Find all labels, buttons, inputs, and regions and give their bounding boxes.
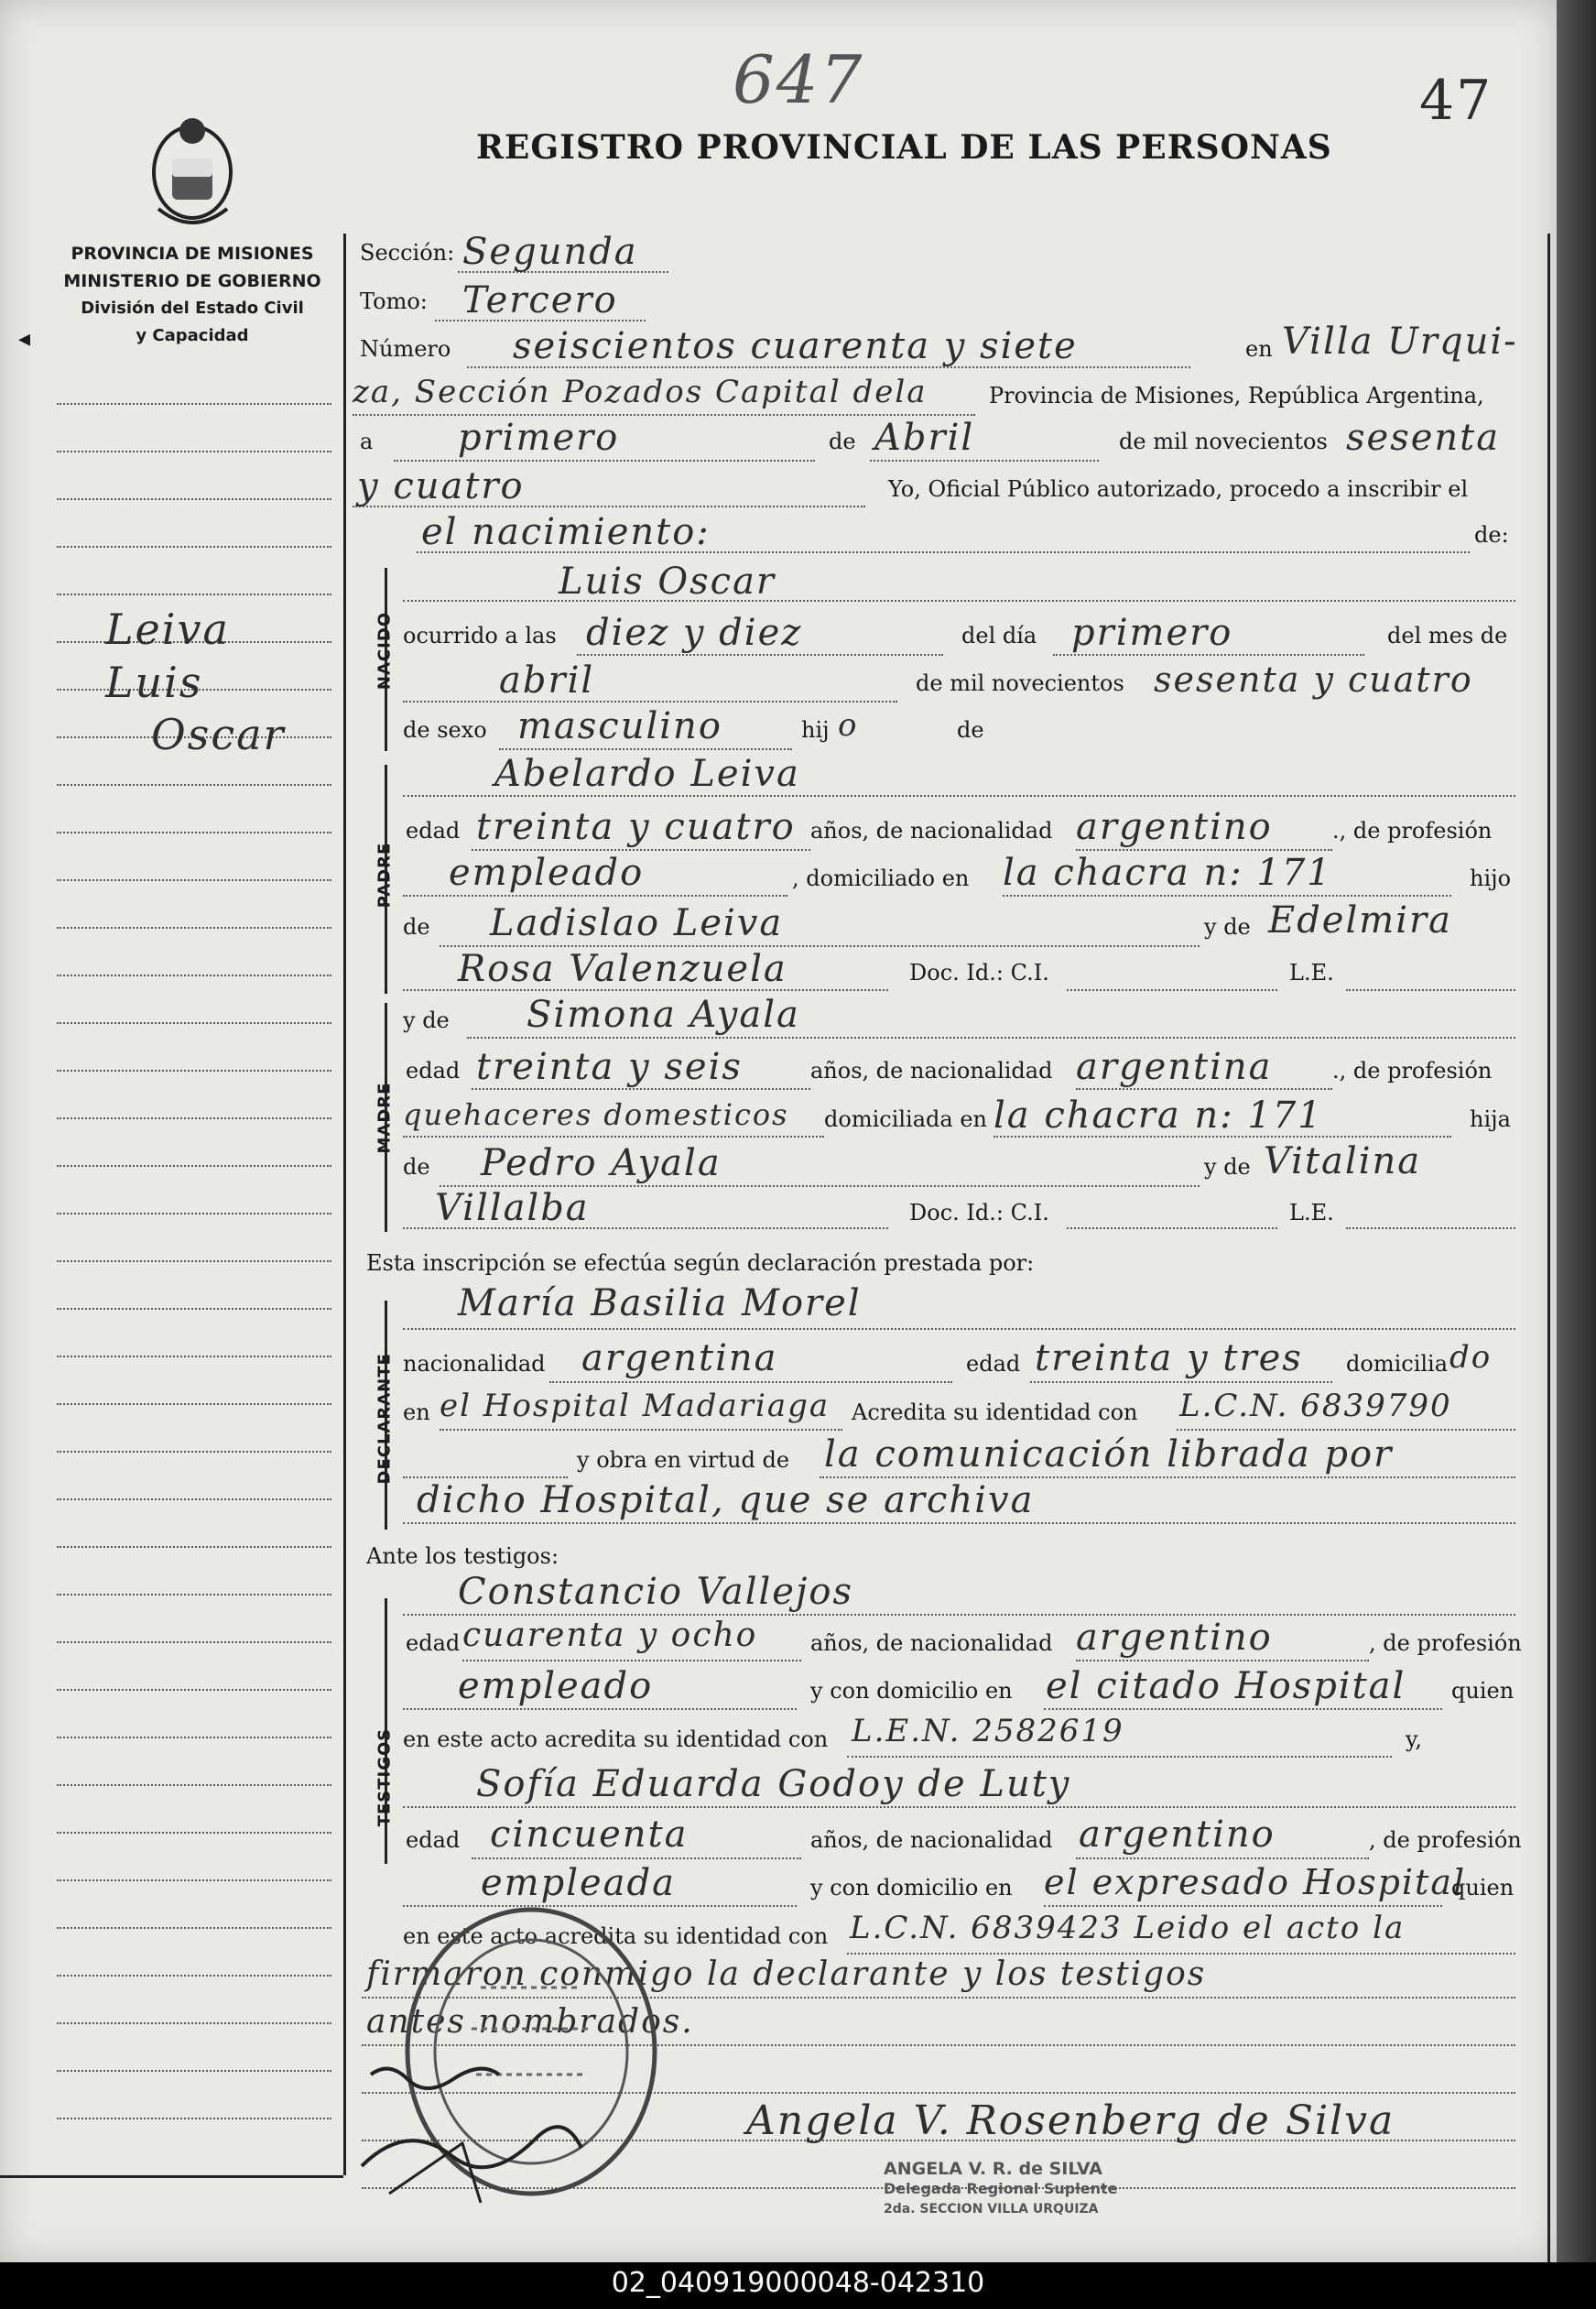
margin-divider: [343, 234, 346, 2175]
value-madre-dom: la chacra n: 171: [993, 1095, 1323, 1137]
label-de-mil: de mil novecientos: [1119, 429, 1328, 454]
margin-rule-line: [57, 451, 331, 452]
value-madre-nac: argentina: [1076, 1046, 1273, 1088]
value-testigo2-nac: argentino: [1079, 1813, 1276, 1856]
value-madre-edad: treinta y seis: [476, 1046, 743, 1088]
value-testigo1-prof: empleado: [458, 1665, 654, 1707]
value-padre-nombre: Abelardo Leiva: [494, 753, 800, 795]
label-edad-t1: edad: [406, 1630, 461, 1656]
margin-rule-line: [57, 1879, 331, 1881]
label-seccion: Sección:: [360, 240, 455, 266]
value-obra-virtud-cont: dicho Hospital, que se archiva: [417, 1479, 1035, 1521]
fill-in-line: [1067, 1227, 1277, 1229]
margin-rule-line: [57, 1213, 331, 1214]
label-de-1: de: [829, 429, 856, 454]
label-profesion-t2: , de profesión: [1369, 1827, 1522, 1853]
label-doc-padre: Doc. Id.: C.I.: [909, 960, 1049, 986]
fill-in-line: [440, 945, 1200, 947]
label-anios-nac-madre: años, de nacionalidad: [810, 1058, 1053, 1084]
label-anios-nac-t2: años, de nacionalidad: [810, 1827, 1053, 1853]
fill-in-line: [403, 795, 1515, 797]
value-testigo1-nac: argentino: [1076, 1617, 1273, 1659]
margin-rule-line: [57, 546, 331, 548]
issuer-province: PROVINCIA DE MISIONES: [71, 244, 314, 264]
margin-rule-line: [57, 879, 331, 881]
label-a: a: [360, 429, 374, 454]
margin-rule-line: [57, 1260, 331, 1262]
fill-in-line: [462, 1660, 801, 1661]
value-padre-edad: treinta y cuatro: [476, 806, 796, 848]
fill-in-line: [1076, 1660, 1369, 1661]
stamp-section: 2da. SECCION VILLA URQUIZA: [884, 2202, 1099, 2216]
fill-in-line: [847, 1953, 1515, 1955]
label-en-este-acto-t2: en este acto acredita su identidad con: [403, 1923, 829, 1949]
value-testigo2-edad: cincuenta: [490, 1813, 689, 1856]
label-anios-nac-padre: años, de nacionalidad: [810, 818, 1053, 844]
fill-in-line: [820, 1476, 1515, 1478]
fill-in-line: [847, 1756, 1392, 1758]
value-declarante-doc: L.C.N. 6839790: [1179, 1388, 1452, 1424]
issuer-header: [41, 240, 343, 350]
label-hijo: hijo: [1470, 866, 1512, 891]
value-anio-cont: y cuatro: [357, 465, 525, 507]
value-dia: primero: [458, 417, 620, 459]
margin-rule-line: [57, 594, 331, 595]
margin-rule-line: [57, 1117, 331, 1119]
label-profesion-t1: , de profesión: [1369, 1630, 1522, 1656]
margin-rule-line: [57, 1641, 331, 1643]
label-quien-t1: quien: [1451, 1678, 1515, 1704]
page-title: REGISTRO PROVINCIAL DE LAS PERSONAS: [476, 128, 1332, 167]
margin-rule-line: [57, 1165, 331, 1167]
value-padre-nac: argentino: [1076, 806, 1273, 848]
label-doc-madre: Doc. Id.: C.I.: [909, 1200, 1049, 1225]
witness-signatures-icon: [353, 2056, 591, 2221]
label-ocurrido: ocurrido a las: [403, 623, 557, 648]
value-cierre-1: firmaron conmigo la declarante y los testigos: [366, 1955, 1207, 1993]
label-de-padre-padre: de: [403, 914, 430, 940]
label-quien-t2: quien: [1451, 1875, 1515, 1901]
fill-in-line: [1067, 989, 1277, 991]
label-edad-declarante: edad: [966, 1351, 1021, 1377]
margin-rule-line: [57, 1975, 331, 1977]
value-lugar: Villa Urqui-: [1282, 321, 1518, 363]
value-anio: sesenta: [1346, 417, 1501, 459]
section-label-madre: MADRE: [375, 1082, 395, 1154]
label-en: en: [1245, 336, 1273, 362]
value-testigo1-doc: L.E.N. 2582619: [852, 1713, 1124, 1749]
fill-in-line: [403, 1614, 1515, 1616]
label-de-madre-padre: de: [403, 1154, 430, 1180]
margin-rule-line: [57, 975, 331, 976]
margin-rule-line: [57, 784, 331, 786]
margin-rule-line: [57, 1070, 331, 1072]
value-obra-virtud: la comunicación librada por: [824, 1433, 1394, 1476]
right-border: [1547, 234, 1550, 2262]
value-testigo2-dom: el expresado Hospital: [1044, 1862, 1467, 1902]
margin-rule-line: [57, 1308, 331, 1310]
margin-rule-line: [57, 1498, 331, 1500]
label-numero: Número: [360, 336, 451, 362]
image-identifier: 02_040919000048-042310: [611, 2267, 985, 2299]
fill-in-line: [870, 460, 1099, 462]
value-declarante-edad: treinta y tres: [1035, 1337, 1303, 1379]
fill-in-line: [353, 414, 975, 416]
value-padre-padre: Ladislao Leiva: [490, 902, 784, 944]
value-dia-nac: primero: [1071, 612, 1233, 654]
value-testigo1-dom: el citado Hospital: [1046, 1665, 1406, 1707]
margin-name-2: Oscar: [151, 710, 286, 759]
label-hij: hij: [801, 717, 830, 743]
margin-surname: Leiva: [105, 604, 230, 654]
label-anios-nac-t1: años, de nacionalidad: [810, 1630, 1053, 1656]
margin-rule-line: [57, 1546, 331, 1548]
pointer-mark: ◂: [18, 325, 31, 353]
margin-rule-line: [57, 1403, 331, 1405]
fill-in-line: [1053, 654, 1364, 656]
value-testigo2-prof: empleada: [481, 1862, 676, 1904]
label-de-2: de: [957, 717, 984, 743]
fill-in-line: [472, 849, 810, 851]
label-en-declarante: en: [403, 1400, 430, 1425]
handwritten-record-number: 647: [733, 41, 864, 118]
value-declarante-nac: argentina: [581, 1337, 778, 1379]
value-madre-madre: Vitalina: [1264, 1140, 1422, 1182]
section-label-nacido: NACIDO: [375, 611, 395, 691]
label-tomo: Tomo:: [360, 289, 428, 314]
stamp-name: ANGELA V. R. de SILVA: [884, 2159, 1102, 2179]
value-padre-madre-cont: Rosa Valenzuela: [458, 948, 787, 990]
label-edad-padre: edad: [406, 818, 461, 844]
margin-rule-line: [57, 1737, 331, 1738]
fill-in-line: [403, 1806, 1515, 1808]
label-y-coma: y,: [1406, 1726, 1422, 1752]
fill-in-line: [394, 460, 815, 462]
fill-in-line: [403, 701, 897, 703]
margin-rule-line: [57, 1832, 331, 1834]
fill-in-line: [1076, 849, 1332, 851]
value-sexo: masculino: [517, 705, 722, 747]
fill-in-line: [1030, 1381, 1332, 1383]
margin-rule-line: [57, 1451, 331, 1453]
value-padre-madre: Edelmira: [1268, 899, 1452, 942]
margin-rule-line: [57, 1356, 331, 1357]
value-mes-nac: abril: [499, 659, 595, 702]
value-padre-prof: empleado: [449, 852, 645, 894]
fill-in-line: [1076, 1857, 1369, 1859]
margin-rule-line: [57, 1689, 331, 1691]
page-number: 47: [1419, 69, 1493, 133]
label-de-colon: de:: [1474, 522, 1509, 548]
section-label-padre: PADRE: [375, 842, 395, 909]
fill-in-line: [1003, 895, 1451, 897]
binder-edge: [1557, 0, 1596, 2262]
fill-in-line: [472, 1857, 801, 1859]
value-nombre: Luis Oscar: [559, 561, 776, 603]
fill-in-line: [1076, 1088, 1332, 1090]
issuer-ministry: MINISTERIO DE GOBIERNO: [63, 271, 321, 291]
issuer-capacity: y Capacidad: [136, 326, 249, 345]
label-profesion-padre: ., de profesión: [1332, 818, 1493, 844]
value-madre-prof: quehaceres domesticos: [403, 1097, 789, 1132]
label-de-sexo: de sexo: [403, 717, 487, 743]
label-nacionalidad: nacionalidad: [403, 1351, 546, 1377]
margin-rule-line: [57, 1022, 331, 1024]
fill-in-line: [1346, 1227, 1515, 1229]
value-madre-padre: Pedro Ayala: [481, 1142, 722, 1184]
value-madre-nombre: Simona Ayala: [527, 994, 800, 1036]
label-provincia: Provincia de Misiones, República Argentina,: [989, 383, 1484, 408]
value-acto: el nacimiento:: [421, 511, 711, 553]
margin-rule-line: [57, 1594, 331, 1596]
label-domiciliado: , domiciliado en: [792, 866, 970, 891]
official-stamp: [884, 2159, 1117, 2219]
label-edad-madre: edad: [406, 1058, 461, 1084]
fill-in-line: [549, 1381, 952, 1383]
value-anio-nac: sesenta y cuatro: [1154, 659, 1473, 700]
fill-in-line: [1044, 1708, 1442, 1710]
value-seccion: Segunda: [462, 231, 638, 273]
label-esta-inscripcion: Esta inscripción se efectúa según declaración prestada por:: [366, 1250, 1035, 1276]
label-con-domicilio-t2: y con domicilio en: [810, 1875, 1013, 1901]
value-testigo2-nombre: Sofía Eduarda Godoy de Luty: [476, 1763, 1071, 1805]
label-hija: hija: [1470, 1106, 1511, 1132]
label-le-madre: L.E.: [1289, 1200, 1334, 1225]
value-declarante-dom: el Hospital Madariaga: [440, 1388, 831, 1424]
label-en-este-acto-t1: en este acto acredita su identidad con: [403, 1726, 829, 1752]
value-padre-dom: la chacra n: 171: [1003, 852, 1332, 894]
label-yo: Yo, Oficial Público autorizado, procedo a inscribir el: [888, 476, 1469, 502]
fill-in-line: [577, 654, 943, 656]
label-le-padre: L.E.: [1289, 960, 1334, 986]
label-ante-testigos: Ante los testigos:: [366, 1543, 559, 1569]
label-acredita: Acredita su identidad con: [852, 1400, 1138, 1425]
value-lugar-cont: za, Sección Pozados Capital dela: [353, 374, 928, 410]
label-domicilia: domicilia: [1346, 1351, 1449, 1377]
value-hij-suffix: o: [838, 707, 859, 744]
margin-rule-line: [57, 832, 331, 833]
fill-in-line: [1346, 989, 1515, 991]
fill-in-line: [403, 1522, 1515, 1524]
fill-in-line: [403, 1476, 568, 1478]
section-label-declarante: DECLARANTE: [375, 1353, 395, 1485]
label-y-de-madre-2: y de: [1204, 1154, 1251, 1180]
margin-rule-line: [57, 498, 331, 500]
margin-name-1: Luis: [105, 658, 203, 707]
label-del-mes: del mes de: [1387, 623, 1508, 648]
stamp-role: Delegada Regional Suplente: [884, 2180, 1118, 2197]
value-declarante-dom-suffix: do: [1449, 1339, 1493, 1376]
margin-rule-line: [57, 927, 331, 929]
value-madre-madre-cont: Villalba: [435, 1187, 590, 1229]
fill-in-line: [440, 1429, 842, 1431]
margin-rule-line: [57, 403, 331, 405]
label-edad-t2: edad: [406, 1827, 461, 1853]
value-mes: Abril: [874, 417, 975, 459]
value-testigo1-edad: cuarenta y ocho: [462, 1617, 758, 1654]
value-hora: diez y diez: [586, 612, 803, 654]
label-y-de-madre: y de: [403, 1007, 450, 1033]
fill-in-line: [472, 1088, 810, 1090]
section-label-testigos: TESTIGOS: [375, 1727, 395, 1827]
fill-in-line: [403, 1136, 824, 1138]
value-numero: seiscientos cuarenta y siete: [513, 325, 1078, 367]
fill-in-line: [403, 1328, 1515, 1330]
margin-rule-line: [57, 2118, 331, 2119]
fill-in-line: [1044, 1905, 1442, 1907]
margin-rule-line: [57, 2022, 331, 2024]
official-signature: Angela V. Rosenberg de Silva: [746, 2097, 1395, 2144]
margin-rule-line: [57, 1784, 331, 1786]
value-declarante-nombre: María Basilia Morel: [458, 1282, 862, 1324]
margin-rule-line: [57, 1927, 331, 1929]
fill-in-line: [499, 748, 792, 750]
value-cierre-2: antes nombrados.: [366, 2003, 694, 2041]
value-testigo2-doc: L.C.N. 6839423 Leido el acto la: [850, 1910, 1406, 1946]
value-tomo: Tercero: [462, 279, 618, 321]
fill-in-line: [467, 1037, 1515, 1039]
label-y-obra: y obra en virtud de: [577, 1447, 790, 1473]
issuer-division: División del Estado Civil: [81, 299, 304, 318]
label-y-de-padre: y de: [1204, 914, 1251, 940]
fill-in-line: [1177, 1429, 1515, 1431]
coat-of-arms-icon: [145, 108, 241, 236]
margin-bottom-rule: [0, 2175, 343, 2178]
label-domiciliada: domiciliada en: [824, 1106, 987, 1132]
label-del-dia: del día: [961, 623, 1037, 648]
margin-rule-line: [57, 2070, 331, 2072]
fill-in-line: [403, 1708, 797, 1710]
value-testigo1-nombre: Constancio Vallejos: [458, 1571, 853, 1613]
label-con-domicilio-t1: y con domicilio en: [810, 1678, 1013, 1704]
fill-in-line: [403, 895, 787, 897]
label-de-mil-2: de mil novecientos: [916, 670, 1124, 696]
label-profesion-madre: ., de profesión: [1332, 1058, 1493, 1084]
